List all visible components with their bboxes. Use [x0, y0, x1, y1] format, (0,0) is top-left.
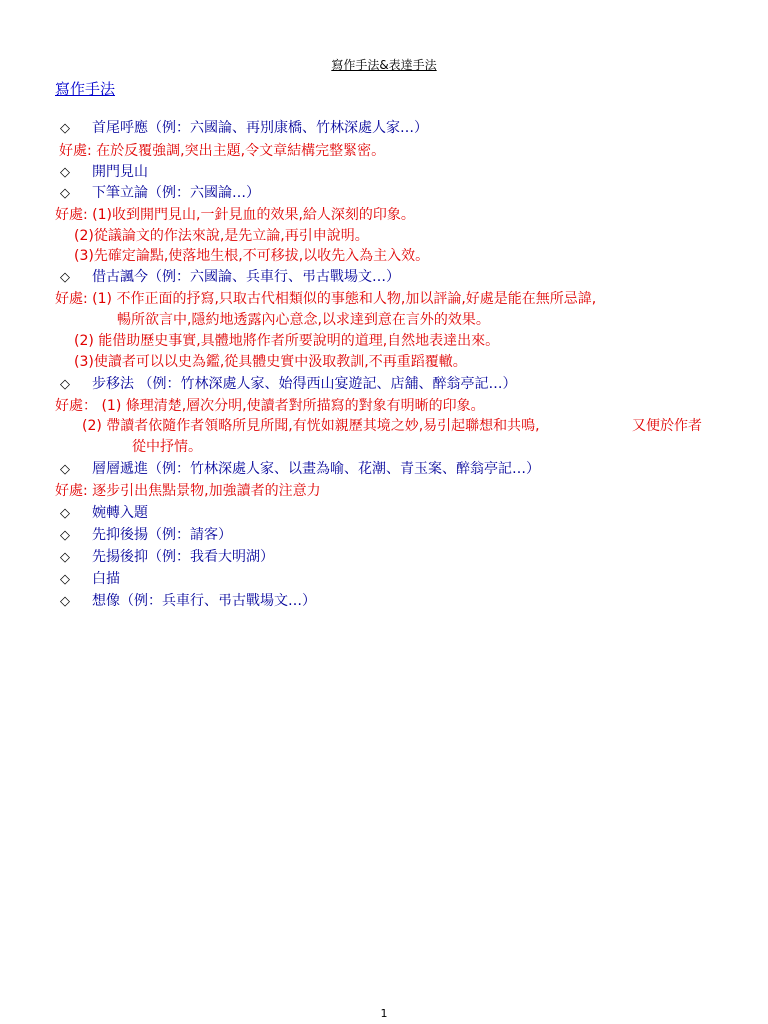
technique-item: 想像（例：兵車行、弔古戰場文…） [92, 593, 316, 609]
benefit-note: (3)使讀者可以以史為鑑,從具體史實中汲取教訓,不再重蹈覆轍。 [74, 354, 467, 370]
diamond-bullet-icon: ◇ [60, 121, 70, 136]
technique-item: 先揚後抑（例：我看大明湖） [92, 549, 274, 565]
benefit-note-continuation: 又便於作者 [632, 418, 702, 434]
diamond-bullet-icon: ◇ [60, 594, 70, 609]
benefit-note: 好處: (1) 不作正面的抒寫,只取古代相類似的事態和人物,加以評論,好處是能在無所忌諱, [55, 291, 597, 307]
benefit-note: 從中抒情。 [132, 439, 202, 455]
diamond-bullet-icon: ◇ [60, 186, 70, 201]
technique-item: 白描 [92, 571, 120, 587]
benefit-note: (2) 帶讀者依隨作者領略所見所聞,有恍如親歷其境之妙,易引起聯想和共鳴, [82, 418, 540, 434]
benefit-note: (2) 能借助歷史事實,具體地將作者所要說明的道理,自然地表達出來。 [74, 333, 500, 349]
technique-item: 首尾呼應（例：六國論、再別康橋、竹林深處人家…） [92, 120, 428, 136]
benefit-note: 暢所欲言中,隱約地透露內心意念,以求達到意在言外的效果。 [117, 312, 490, 328]
diamond-bullet-icon: ◇ [60, 506, 70, 521]
diamond-bullet-icon: ◇ [60, 377, 70, 392]
benefit-note: 好處: 逐步引出焦點景物,加強讀者的注意力 [55, 483, 321, 499]
benefit-note: 好處: 在於反覆強調,突出主題,令文章結構完整緊密。 [59, 143, 386, 159]
diamond-bullet-icon: ◇ [60, 572, 70, 587]
benefit-note: (2)從議論文的作法來說,是先立論,再引申說明。 [74, 228, 369, 244]
technique-item: 層層遞進（例：竹林深處人家、以畫為喻、花潮、青玉案、醉翁亭記…） [92, 461, 540, 477]
diamond-bullet-icon: ◇ [60, 270, 70, 285]
benefit-note: 好處： (1) 條理清楚,層次分明,使讀者對所描寫的對象有明晰的印象。 [55, 398, 485, 414]
technique-item: 開門見山 [92, 164, 148, 180]
diamond-bullet-icon: ◇ [60, 165, 70, 180]
technique-item: 婉轉入題 [92, 505, 148, 521]
technique-item: 借古諷今（例：六國論、兵車行、弔古戰場文…） [92, 269, 400, 285]
technique-item: 下筆立論（例：六國論…） [92, 185, 260, 201]
benefit-note: 好處: (1)收到開門見山,一針見血的效果,給人深刻的印象。 [55, 207, 415, 223]
document-title: 寫作手法&表達手法 [331, 58, 437, 72]
benefit-note: (3)先確定論點,使落地生根,不可移拔,以收先入為主入效。 [74, 248, 430, 264]
technique-item: 先抑後揚（例：請客） [92, 527, 232, 543]
section-heading: 寫作手法 [55, 80, 116, 98]
technique-item: 步移法 （例：竹林深處人家、始得西山宴遊記、店舖、醉翁亭記…） [92, 376, 517, 392]
page-number: 1 [380, 1007, 388, 1020]
diamond-bullet-icon: ◇ [60, 528, 70, 543]
diamond-bullet-icon: ◇ [60, 550, 70, 565]
diamond-bullet-icon: ◇ [60, 462, 70, 477]
